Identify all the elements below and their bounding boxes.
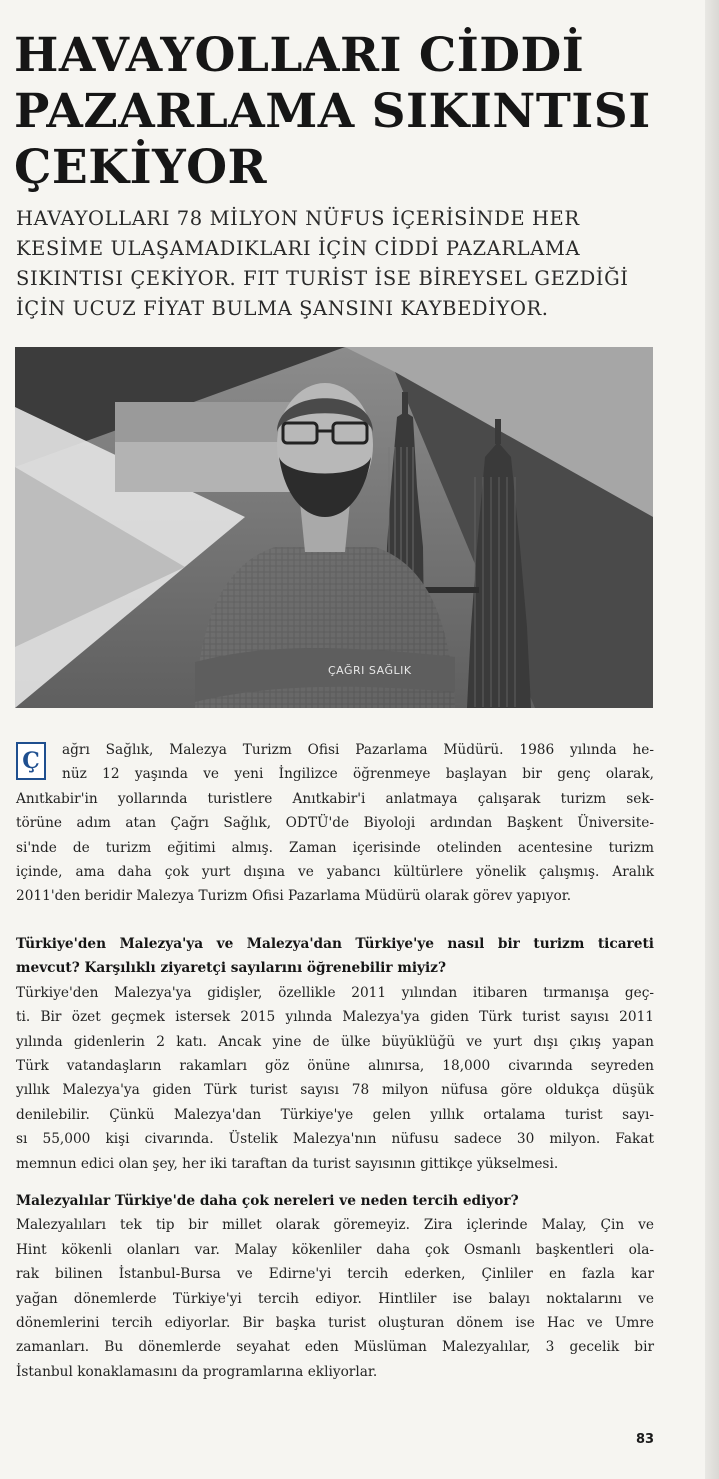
answer-line: zamanları. Bu dönemlerde seyahat eden Müslüman Malezyalılar, 3 gecelik bir (16, 1339, 654, 1356)
standfirst-line-4: İÇİN UCUZ FİYAT BULMA ŞANSINI KAYBEDİYOR. (16, 297, 549, 320)
intro-paragraph (16, 738, 654, 909)
question-heading: mevcut? Karşılıklı ziyaretçi sayılarını öğrenebilir miyiz? (16, 960, 446, 977)
intro-line: ağrı Sağlık, Malezya Turizm Ofisi Pazarlama Müdürü. 1986 yılında he- (62, 742, 654, 758)
headline-line-1: HAVAYOLLARI CİDDİ (14, 28, 585, 83)
portrait-photo (15, 347, 653, 708)
section-1 (16, 932, 654, 1176)
question-heading: Malezyalılar Türkiye'de daha çok nereleri ve neden tercih ediyor? (16, 1193, 519, 1209)
answer-line: memnun edici olan şey, her iki taraftan da turist sayısının gittikçe yükselmesi. (16, 1155, 559, 1172)
answer-line: denilebilir. Çünkü Malezya'dan Türkiye'ye gelen yıllık ortalama turist sayı- (16, 1106, 654, 1123)
intro-line: içinde, ama daha çok yurt dışına ve yabancı kültürlere yönelik çalışmış. Aralık (16, 864, 654, 881)
intro-line: Anıtkabir'in yollarında turistlere Anıtkabir'i anlatmaya çalışarak turizm sek- (16, 790, 654, 807)
answer-line: Türk vatandaşların rakamları göz önüne alınırsa, 18,000 civarında seyreden (16, 1058, 654, 1075)
section-2 (16, 1189, 654, 1384)
answer-line: Malezyalıları tek tip bir millet olarak göremeyiz. Zira içlerinde Malay, Çin ve (16, 1217, 654, 1234)
standfirst (16, 204, 656, 324)
answer-line: Hint kökenli olanları var. Malay kökenliler daha çok Osmanlı başkentleri ola- (16, 1241, 654, 1258)
intro-line: 2011'den beridir Malezya Turizm Ofisi Pazarlama Müdürü olarak görev yapıyor. (16, 888, 572, 905)
headline (14, 28, 674, 196)
standfirst-line-1: HAVAYOLLARI 78 MİLYON NÜFUS İÇERİSİNDE HER (16, 207, 580, 230)
answer-line: yıllık Malezya'ya giden Türk turist sayısı 78 milyon nüfusa göre oldukça düşük (16, 1082, 654, 1099)
answer-line: İstanbul konaklamasını da programlarına ekliyorlar. (16, 1363, 378, 1380)
answer-line: dönemlerini tercih ediyorlar. Bir başka turist oluşturan dönem ise Hac ve Umre (16, 1315, 654, 1332)
intro-line: törüne adım atan Çağrı Sağlık, ODTÜ'de Biyoloji ardından Başkent Üniversite- (16, 815, 654, 832)
portrait-photo-illustration (15, 347, 653, 708)
page-edge-shadow (705, 0, 719, 1479)
answer-line: yılında gidenlerin 2 katı. Ancak yine de ülke büyüklüğü ve yurt dışı çıkış yapan (16, 1033, 654, 1050)
headline-line-2: PAZARLAMA SIKINTISI (14, 84, 651, 139)
intro-line: nüz 12 yaşında ve yeni İngilizce öğrenmeye başlayan bir genç olarak, (62, 766, 654, 783)
answer-line: yağan dönemlerde Türkiye'yi tercih ediyor. Hintliler ise balayı noktalarını ve (16, 1290, 654, 1307)
answer-line: Türkiye'den Malezya'ya gidişler, özellikle 2011 yılından itibaren tırmanışa geç- (16, 984, 654, 1001)
answer-line: sı 55,000 kişi civarında. Üstelik Malezya'nın nüfusu sadece 30 milyon. Fakat (16, 1131, 654, 1148)
page-number: 83 (636, 1432, 655, 1447)
answer-line: rak bilinen İstanbul-Bursa ve Edirne'yi tercih ederken, Çinliler en fazla kar (16, 1266, 654, 1283)
photo-credit: ÇAĞRI SAĞLIK (328, 664, 412, 677)
answer-line: ti. Bir özet geçmek istersek 2015 yılında Malezya'ya giden Türk turist sayısı 2011 (16, 1009, 654, 1026)
drop-cap: Ç (16, 742, 46, 780)
standfirst-line-2: KESİME ULAŞAMADIKLARI İÇİN CİDDİ PAZARLAMA (16, 237, 581, 260)
standfirst-line-3: SIKINTISI ÇEKİYOR. FIT TURİST İSE BİREYSEL GEZDİĞİ (16, 267, 629, 290)
question-heading: Türkiye'den Malezya'ya ve Malezya'dan Türkiye'ye nasıl bir turizm ticareti (16, 936, 654, 952)
intro-line: si'nde de turizm eğitimi almış. Zaman içerisinde otelinden acentesine turizm (16, 839, 654, 856)
headline-line-3: ÇEKİYOR (14, 140, 268, 195)
